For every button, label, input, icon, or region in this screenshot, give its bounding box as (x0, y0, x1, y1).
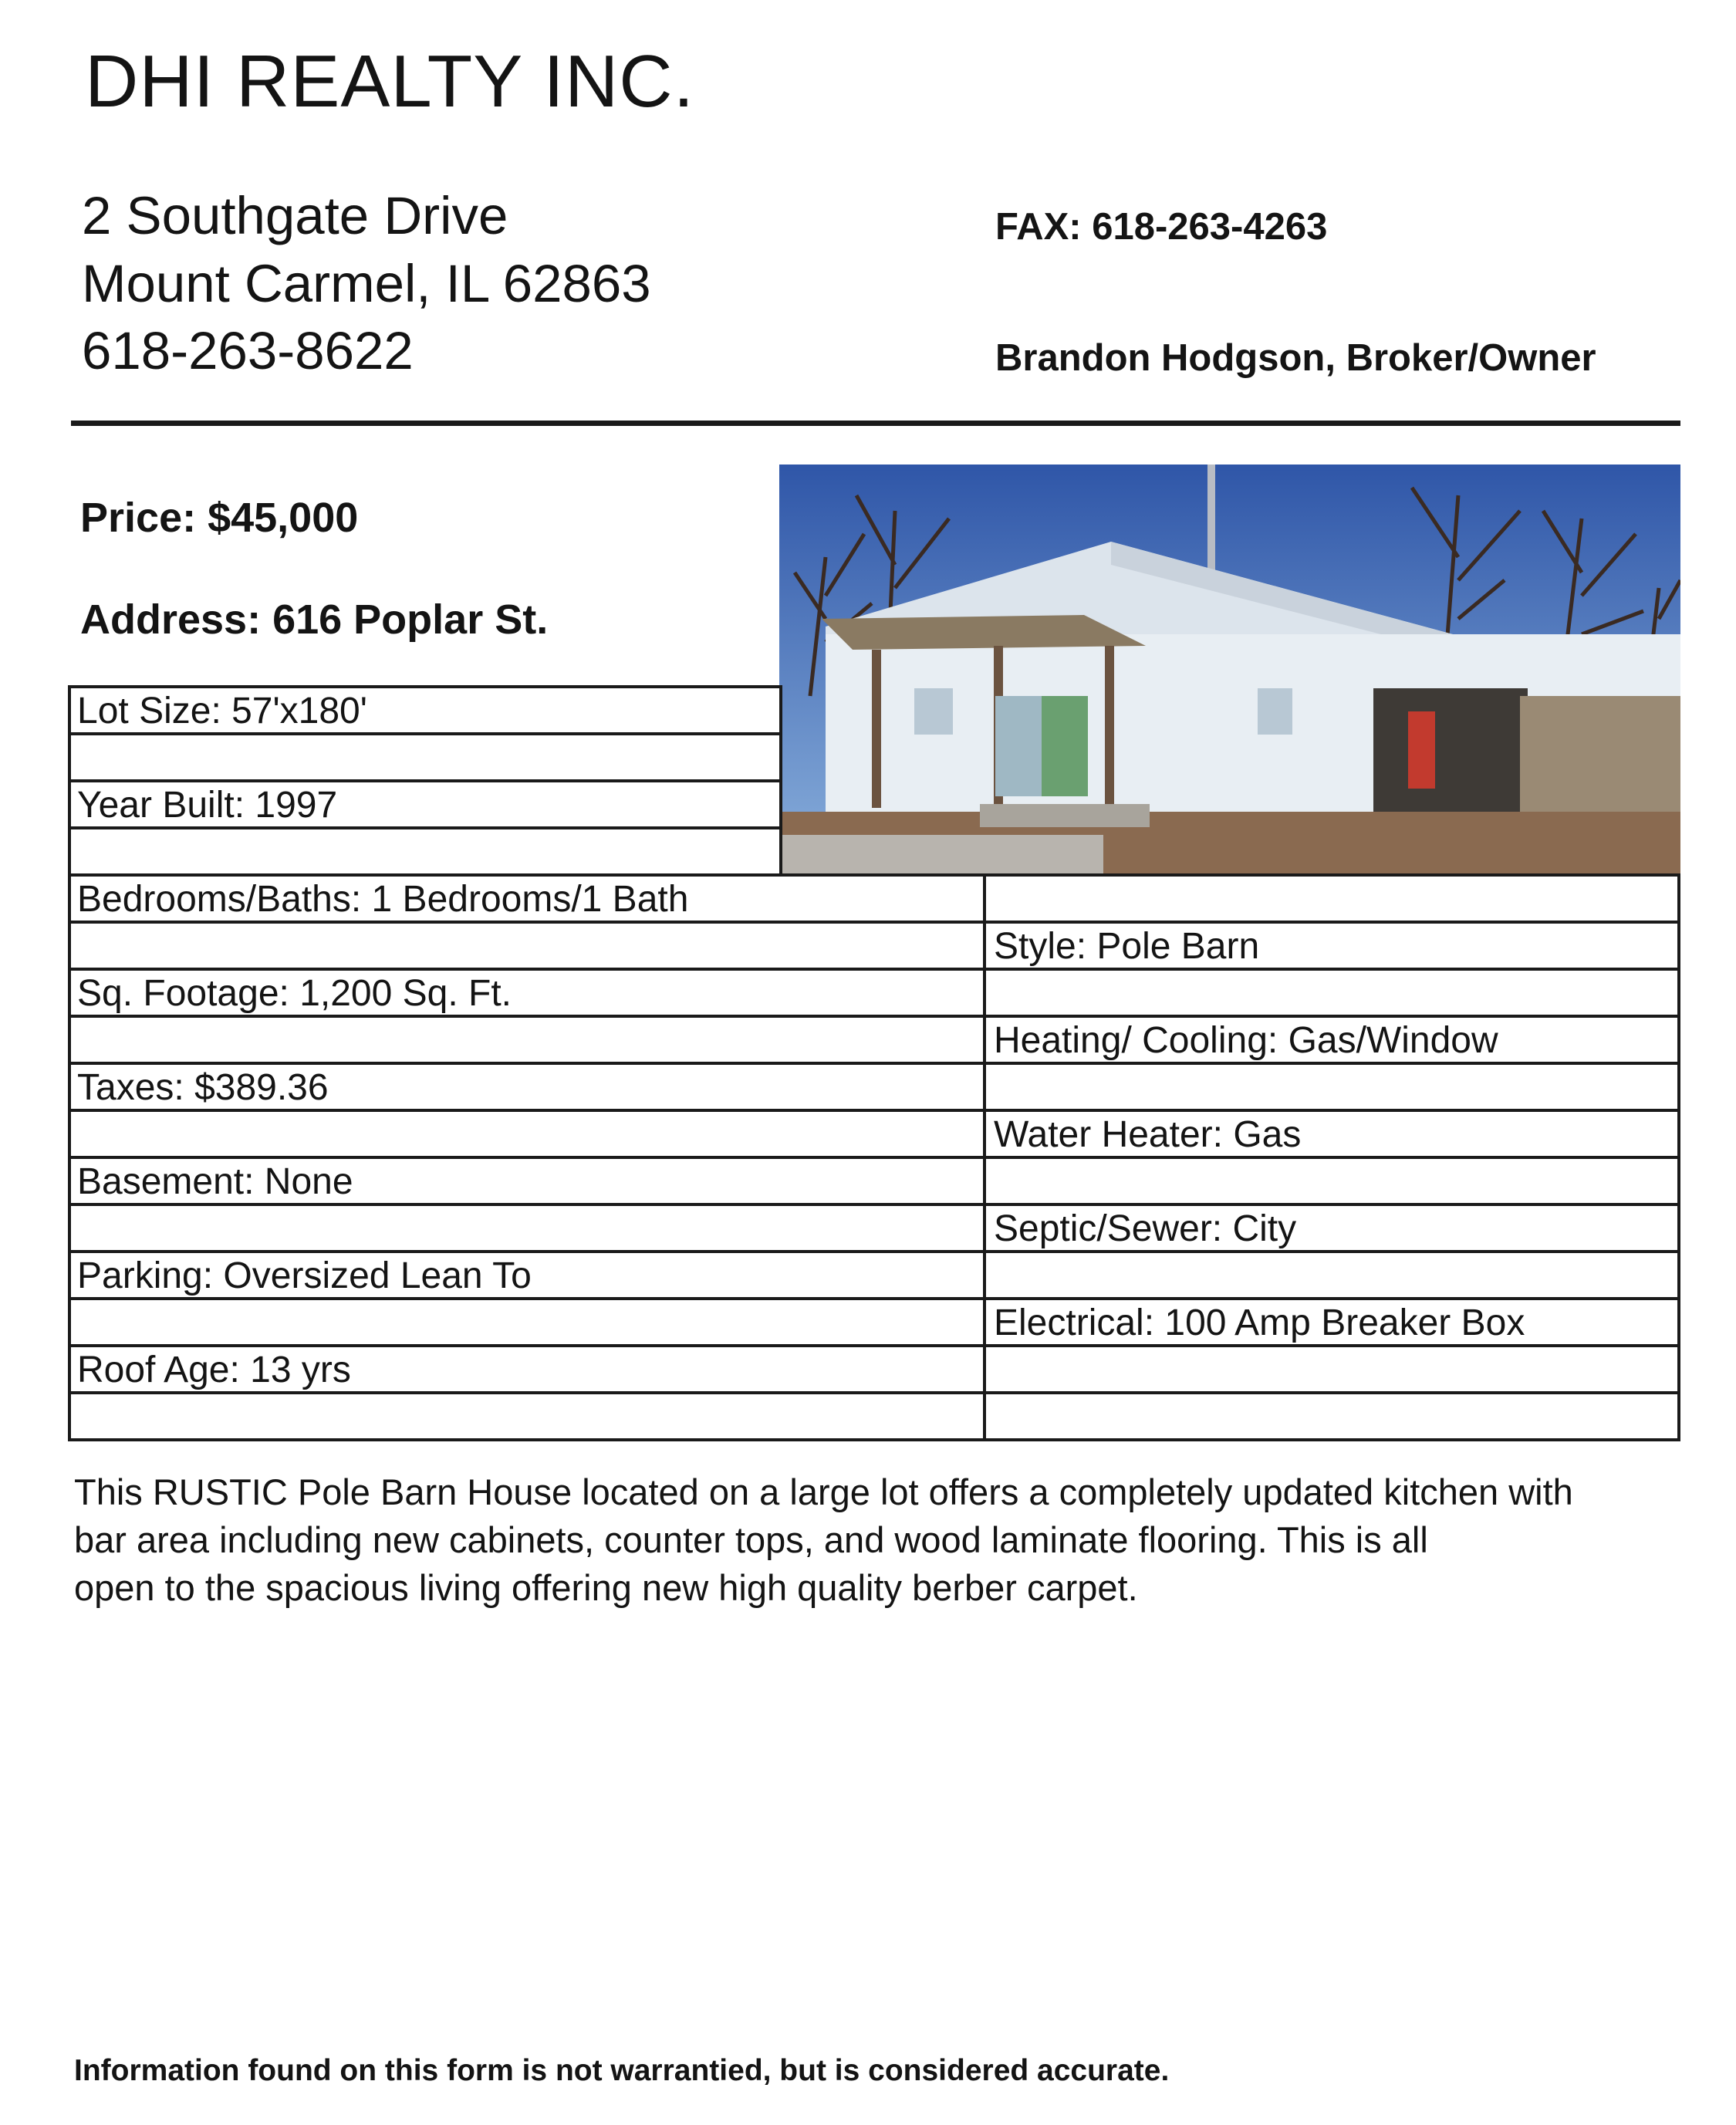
detail-left-label: Sq. Footage: 1,200 Sq. Ft. (77, 973, 512, 1014)
header-divider (71, 421, 1680, 426)
detail-right-label: Septic/Sewer: City (994, 1208, 1297, 1249)
table-row (983, 1250, 1680, 1300)
broker-name: Brandon Hodgson, Broker/Owner (995, 337, 1596, 379)
table-row (68, 732, 782, 782)
listing-price: Price: $45,000 (80, 495, 359, 541)
company-name: DHI REALTY INC. (85, 40, 695, 123)
detail-right-label: Heating/ Cooling: Gas/Window (994, 1020, 1498, 1061)
table-row (983, 1156, 1680, 1206)
table-row (983, 1062, 1680, 1112)
detail-left-label: Roof Age: 13 yrs (77, 1350, 351, 1390)
property-photo (779, 465, 1680, 875)
table-row (68, 1015, 986, 1065)
office-address-city: Mount Carmel, IL 62863 (82, 254, 651, 313)
description-line: bar area including new cabinets, counter tops, and wood laminate flooring. This is all (74, 1519, 1428, 1560)
detail-left-label: Bedrooms/Baths: 1 Bedrooms/1 Bath (77, 879, 689, 920)
table-row (68, 921, 986, 971)
table-row (68, 1109, 986, 1159)
description-line: This RUSTIC Pole Barn House located on a large lot offers a completely updated kitchen with (74, 1471, 1573, 1512)
detail-right-label: Electrical: 100 Amp Breaker Box (994, 1302, 1525, 1343)
table-row (983, 1391, 1680, 1441)
table-row (68, 1391, 986, 1441)
property-description (74, 1468, 1687, 1612)
table-row (983, 1344, 1680, 1394)
office-fax: FAX: 618-263-4263 (995, 206, 1328, 248)
description-line: open to the spacious living offering new high quality berber carpet. (74, 1567, 1138, 1608)
table-row (983, 968, 1680, 1018)
table-row (68, 1203, 986, 1253)
detail-left-label: Basement: None (77, 1161, 353, 1202)
table-row (68, 1297, 986, 1347)
detail-left-label: Parking: Oversized Lean To (77, 1255, 532, 1296)
disclaimer: Information found on this form is not warrantied, but is considered accurate. (74, 2054, 1170, 2087)
detail-right-label: Style: Pole Barn (994, 926, 1260, 967)
office-phone: 618-263-8622 (82, 321, 414, 380)
detail-right-label: Water Heater: Gas (994, 1114, 1302, 1155)
table-row (983, 873, 1680, 924)
table-row (68, 826, 782, 877)
detail-left-label: Lot Size: 57'x180' (77, 691, 367, 731)
detail-left-label: Taxes: $389.36 (77, 1067, 329, 1108)
detail-left-label: Year Built: 1997 (77, 785, 338, 826)
listing-address: Address: 616 Poplar St. (80, 596, 549, 643)
office-address-street: 2 Southgate Drive (82, 186, 508, 245)
